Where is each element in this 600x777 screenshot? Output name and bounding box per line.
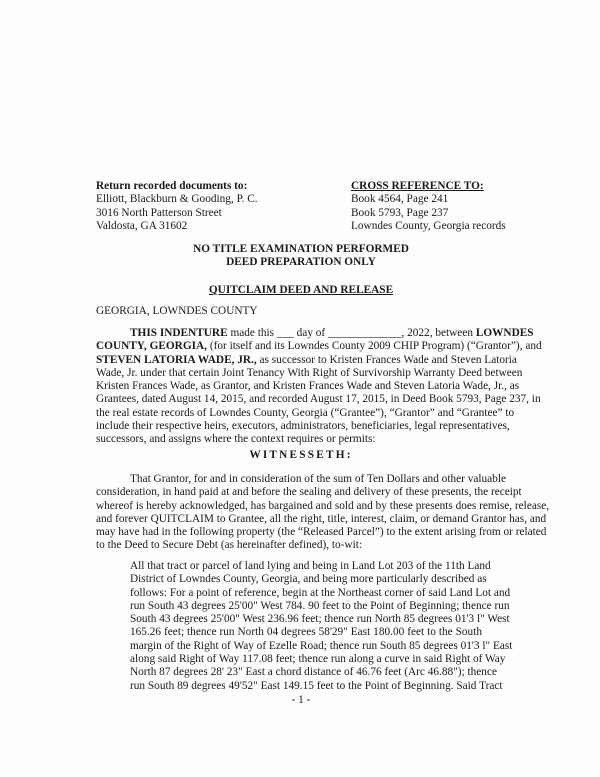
state-county: GEORGIA, LOWNDES COUNTY	[96, 305, 258, 317]
paragraph-line: to the Deed to Secure Debt (as hereinafter defined), to-wit:	[96, 539, 362, 552]
bold-text: COUNTY, GEORGIA,	[96, 340, 207, 353]
paragraph-line: consideration, in hand paid at and before the sealing and delivery of these presents, the receipt	[96, 486, 522, 499]
paragraph-line: along said Right of Way 117.08 feet; thence run along a curve in said Right of Way	[130, 653, 506, 666]
paragraph-line: may have had in the following property (the “Released Parcel”) to the extent arising from or related	[96, 526, 547, 539]
paragraph-line	[96, 353, 517, 367]
return-line: Elliott, Blackburn & Gooding, P. C.	[96, 193, 258, 206]
paragraph-line: District of Lowndes County, Georgia, and being more particularly described as	[130, 573, 487, 586]
cross-reference-line: Lowndes County, Georgia records	[351, 219, 506, 232]
text: made this ___ day of _____________, 2022, between	[227, 327, 476, 339]
notice-line: DEED PREPARATION ONLY	[226, 256, 376, 269]
bold-text: STEVEN LATORIA WADE, JR.,	[96, 353, 257, 366]
paragraph-line: run South 89 degrees 49'52" East 149.15 feet to the Point of Beginning. Said Tract	[130, 679, 503, 692]
document-title: QUITCLAIM DEED AND RELEASE	[208, 284, 394, 296]
bold-text: THIS INDENTURE	[130, 327, 228, 339]
text: (for itself and its Lowndes County 2009 CHIP Program) (“Grantor”), and	[207, 340, 542, 353]
cross-reference-block	[351, 180, 521, 233]
witnesseth-heading: WITNESSETH:	[249, 449, 353, 461]
paragraph-line: and forever QUITCLAIM to Grantee, all the right, title, interest, claim, or demand Grantor has, and	[96, 512, 547, 525]
notice-block	[96, 243, 506, 270]
paragraph-line: include their respective heirs, executors, administrators, beneficiaries, legal representatives,	[96, 420, 510, 433]
cross-reference-heading: CROSS REFERENCE TO:	[351, 180, 484, 192]
return-line: Valdosta, GA 31602	[96, 219, 188, 232]
cross-reference-line: Book 5793, Page 237	[351, 206, 449, 219]
paragraph-line: Kristen Frances Wade, as Grantor, and Kristen Frances Wade and Steven Latoria Wade, Jr., as	[96, 380, 520, 393]
paragraph-line: margin of the Right of Way of Ezelle Road; thence run South 85 degrees 01'3 l" East	[130, 639, 513, 652]
paragraph-line: run South 43 degrees 25'00" West 784. 90 feet to the Point of Beginning; thence run	[130, 599, 510, 612]
paragraph-line	[96, 340, 542, 353]
notice-line: NO TITLE EXAMINATION PERFORMED	[193, 243, 409, 255]
paragraph-line	[96, 327, 534, 340]
return-heading: Return recorded documents to:	[96, 180, 248, 192]
legal-description	[130, 560, 513, 693]
paragraph-line: Wade, Jr. under that certain Joint Tenancy With Right of Survivorship Warranty Deed between	[96, 366, 523, 379]
paragraph-line: 165.26 feet; thence run North 04 degrees 58'29" East 180.00 feet to the South	[130, 626, 482, 639]
paragraph-line: South 43 degrees 25'00" West 236.96 feet; thence run North 85 degrees 01'3 l" West	[130, 613, 510, 626]
bold-text: LOWNDES	[475, 327, 534, 339]
consideration-paragraph	[96, 473, 550, 553]
paragraph-line: North 87 degrees 28' 23" East a chord distance of 46.76 feet (Arc 46.88"); thence	[130, 666, 497, 679]
return-line: 3016 North Patterson Street	[96, 206, 222, 219]
paragraph-line: follows: For a point of reference, begin at the Northeast corner of said Land Lot and	[130, 586, 511, 599]
paragraph-line: That Grantor, for and in consideration of the sum of Ten Dollars and other valuable	[130, 473, 506, 485]
paragraph-line: whereof is hereby acknowledged, has bargained and sold and by these presents does remise, release,	[96, 499, 550, 512]
page-number: - 1 -	[291, 694, 311, 706]
cross-reference-line: Book 4564, Page 241	[351, 193, 449, 206]
paragraph-line: All that tract or parcel of land lying and being in Land Lot 203 of the 11th Land	[130, 560, 491, 572]
paragraph-line: the real estate records of Lowndes County, Georgia (“Grantee”), “Grantor” and “Grantee” to	[96, 406, 515, 419]
paragraph-line: successors, and assigns where the context requires or permits:	[96, 433, 376, 446]
return-address-block	[96, 180, 316, 233]
paragraph-line: Grantees, dated August 14, 2015, and recorded August 17, 2015, in Deed Book 5793, Page 237, in	[96, 393, 541, 406]
indenture-paragraph	[96, 327, 542, 447]
text: as successor to Kristen Frances Wade and Steven Latoria	[256, 353, 517, 366]
